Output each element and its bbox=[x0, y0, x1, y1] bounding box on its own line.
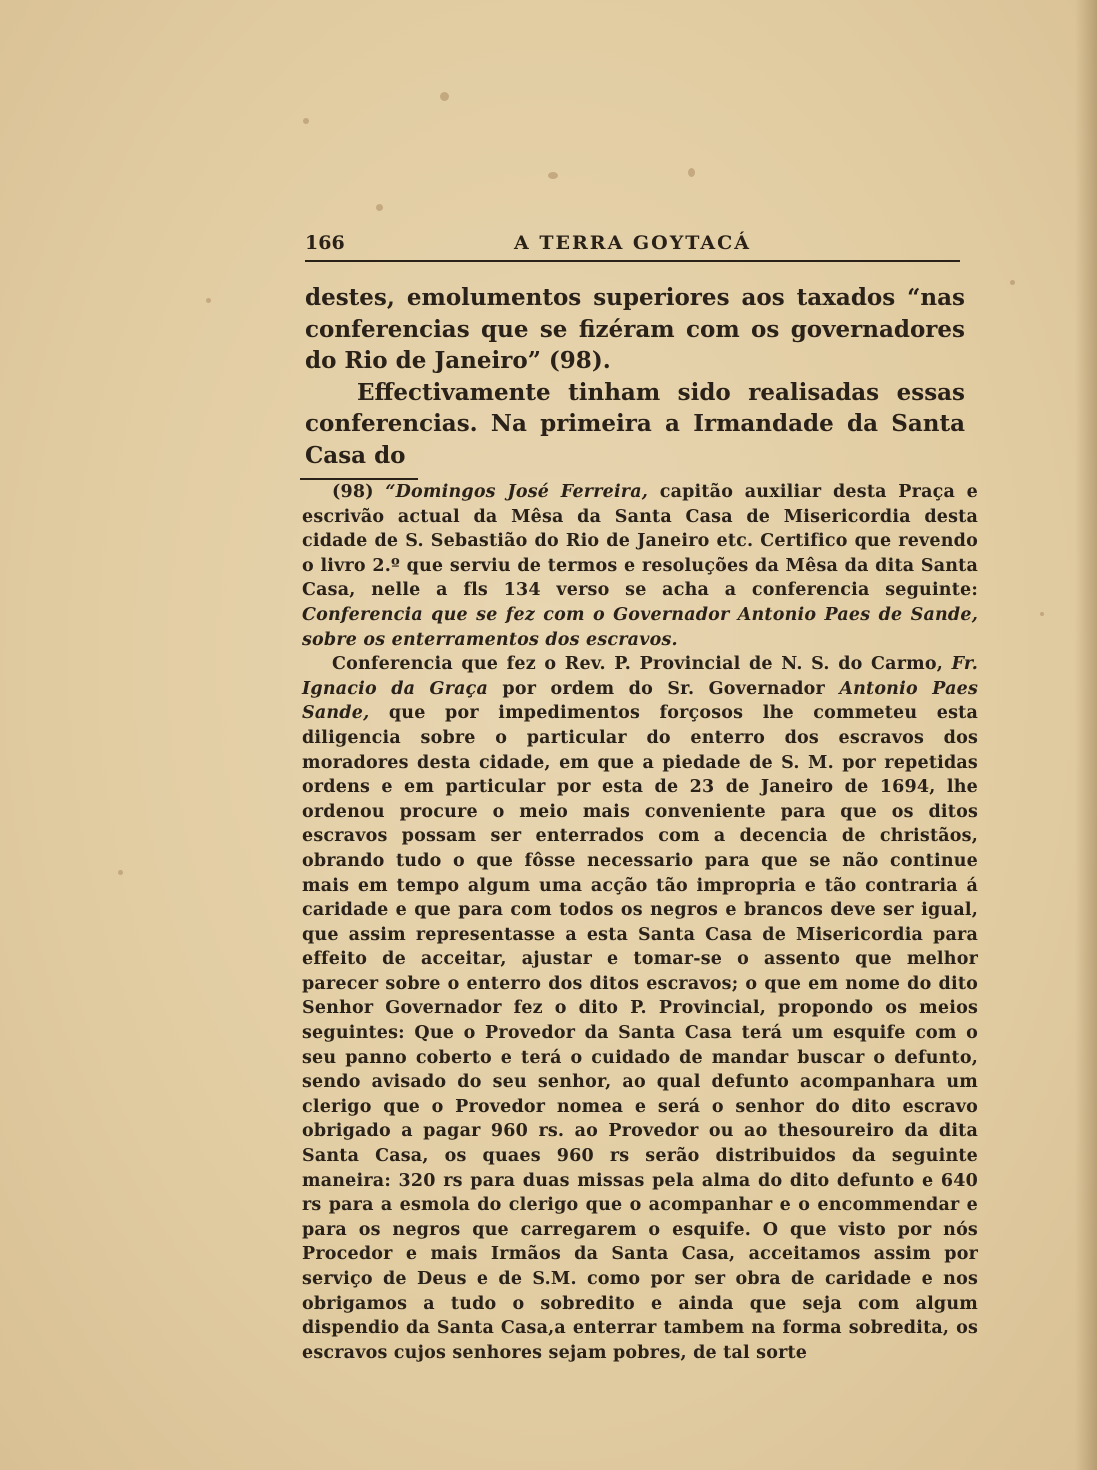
footnote-italic-title: Conferencia que se fez com o Governador Antonio Paes de Sande, sobre os enterramentos dos escravos. bbox=[302, 604, 978, 650]
footnote-text: Conferencia que fez o Rev. P. Provincial de N. S. do Carmo, bbox=[332, 654, 952, 675]
footnote bbox=[302, 480, 978, 1365]
page-edge-shadow bbox=[1075, 0, 1097, 1470]
foxing-spot bbox=[548, 172, 558, 179]
footnote-text: capitão auxiliar desta Praça e escrivão actual da Mêsa da Santa Casa de Misericordia desta cidade de S. Sebastião do Rio de Janeiro etc. Certifico que revendo o livro 2.º que serviu de termos e resoluções da Mêsa da dita Santa Casa, nelle a fls 134 verso se acha a conferencia seguinte: bbox=[302, 482, 978, 601]
page-header bbox=[305, 232, 960, 262]
footnote-name: Antonio Paes Sande, bbox=[302, 678, 979, 724]
footnote-name: “Domingos José Ferreira, bbox=[385, 482, 649, 502]
paragraph: destes, emolumentos superiores aos taxados “nas conferencias que se fizéram com os governadores do Rio de Janeiro” (98). bbox=[305, 284, 965, 374]
foxing-spot bbox=[1040, 612, 1044, 616]
main-text bbox=[305, 282, 965, 471]
foxing-spot bbox=[440, 92, 449, 101]
foxing-spot bbox=[118, 870, 123, 875]
footnote-paragraph bbox=[302, 652, 978, 1365]
footnote-text: por ordem do Sr. Governador bbox=[488, 678, 840, 699]
foxing-spot bbox=[376, 204, 383, 211]
foxing-spot bbox=[206, 298, 211, 303]
running-title: A TERRA GOYTACÁ bbox=[514, 232, 751, 254]
footnote-number: (98) bbox=[332, 482, 374, 502]
footnote-name: Fr. Ignacio da Graça bbox=[302, 654, 978, 699]
foxing-spot bbox=[1010, 280, 1015, 285]
footnote-text: que por impedimentos forçosos lhe commeteu esta diligencia sobre o particular do enterro dos escravos dos moradores desta cidade, em que a piedade de S. M. por repetidas ordens e em particular por esta de 23 de Janeiro de 1694, lhe ordenou procure o meio mais conveniente para que os ditos escravos possam ser enterrados com a decencia de christãos, obrando tudo o que fôsse necessario para que se não continue mais em tempo algum uma acção tão impropria e tão contraria á caridade e que para com todos os negros e brancos deve ser igual, que assim representasse a esta Santa Casa de Misericordia para effeito de acceitar, ajustar e tomar-se o assento que melhor parecer sobre o enterro dos ditos escravos; o que em nome do dito Senhor Governador fez o dito P. Provincial, propondo os meios seguintes: Que o Provedor da Santa Casa terá um esquife com o seu panno coberto e terá o cuidado de mandar buscar o defunto, sendo avisado do seu senhor, ao qual defunto acompanhara um clerigo que o Provedor nomea e será o senhor do dito escravo obrigado a pagar 960 rs. ao Provedor ou ao thesoureiro da dita Santa Casa, os quaes 960 rs serão distribuidos da seguinte maneira: 320 rs para duas missas pela alma do dito defunto e 640 rs para a esmola do clerigo que o acompanhar e o encommendar e para os negros que carregarem o esquife. O que visto por nós Procedor e mais Irmãos da Santa Casa, acceitamos assim por serviço de Deus e de S.M. como por ser obra de caridade e nos obrigamos a tudo o sobredito e ainda que seja com algum dispendio da Santa Casa,a enterrar tambem na forma sobredita, os escravos cujos senhores sejam pobres, de tal sorte bbox=[302, 703, 978, 1363]
foxing-spot bbox=[303, 118, 309, 124]
page-number: 166 bbox=[305, 232, 345, 254]
footnote-paragraph bbox=[302, 480, 978, 652]
paragraph: Effectivamente tinham sido realisadas essas conferencias. Na primeira a Irmandade da Santa Casa do bbox=[305, 378, 965, 469]
foxing-spot bbox=[688, 168, 695, 177]
